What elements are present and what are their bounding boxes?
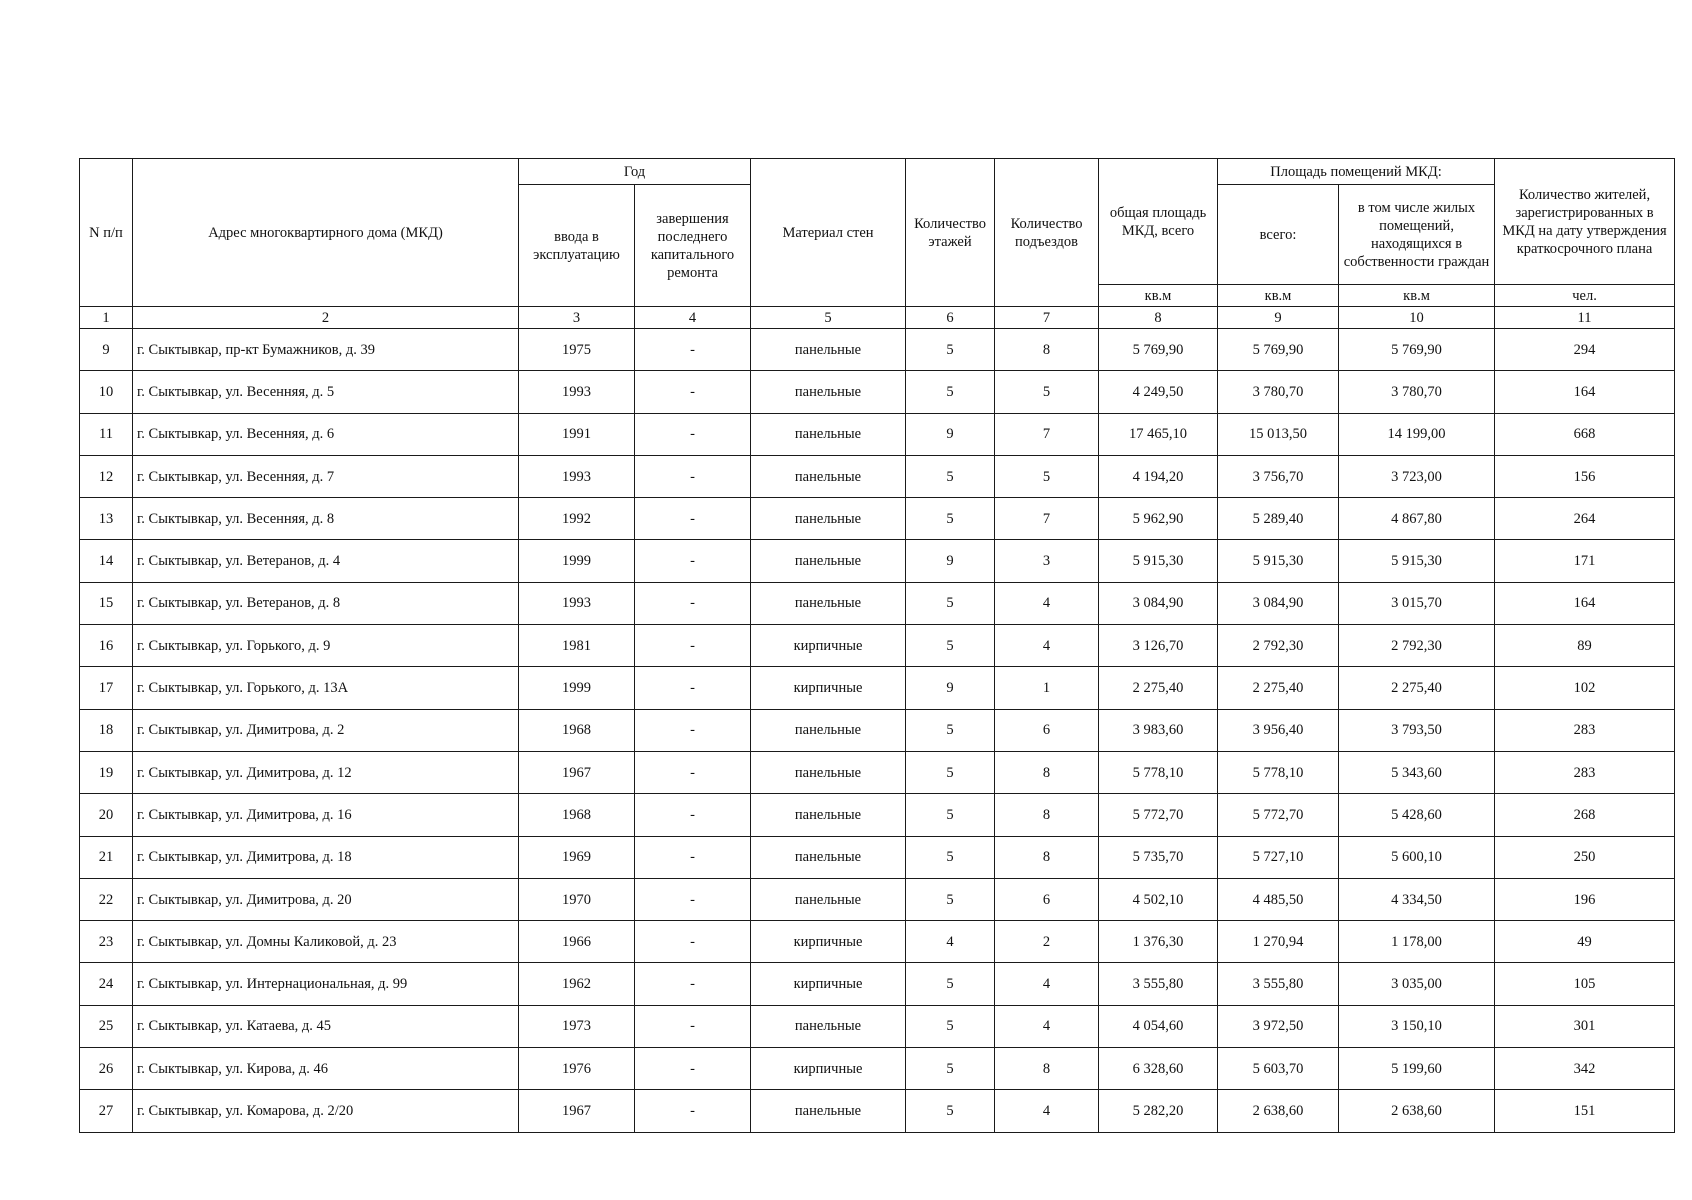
cell-area-residential: 1 178,00	[1339, 921, 1495, 963]
cell-area-all: 2 275,40	[1218, 667, 1339, 709]
cell-area-all: 15 013,50	[1218, 413, 1339, 455]
cell-floors: 5	[906, 498, 995, 540]
cell-total-area: 4 249,50	[1099, 371, 1218, 413]
header-year-group: Год	[519, 159, 751, 185]
cell-address: г. Сыктывкар, ул. Весенняя, д. 5	[133, 371, 519, 413]
cell-total-area: 6 328,60	[1099, 1048, 1218, 1090]
cell-area-all: 5 772,70	[1218, 794, 1339, 836]
cell-area-residential: 3 035,00	[1339, 963, 1495, 1005]
cell-entrances: 4	[995, 1005, 1099, 1047]
table-row	[80, 878, 1675, 920]
cell-floors: 5	[906, 709, 995, 751]
cell-num: 27	[80, 1090, 133, 1132]
column-number: 8	[1099, 307, 1218, 329]
cell-floors: 5	[906, 1048, 995, 1090]
cell-residents: 164	[1495, 371, 1675, 413]
cell-entrances: 8	[995, 329, 1099, 371]
cell-repair: -	[635, 751, 751, 793]
cell-year: 1991	[519, 413, 635, 455]
cell-year: 1975	[519, 329, 635, 371]
cell-address: г. Сыктывкар, ул. Горького, д. 9	[133, 625, 519, 667]
table-row	[80, 1005, 1675, 1047]
cell-address: г. Сыктывкар, ул. Димитрова, д. 20	[133, 878, 519, 920]
unit-residents: чел.	[1495, 285, 1675, 307]
cell-year: 1973	[519, 1005, 635, 1047]
cell-address: г. Сыктывкар, ул. Димитрова, д. 18	[133, 836, 519, 878]
table-row	[80, 540, 1675, 582]
cell-material: кирпичные	[751, 921, 906, 963]
cell-repair: -	[635, 794, 751, 836]
cell-year: 1966	[519, 921, 635, 963]
cell-repair: -	[635, 625, 751, 667]
table-row	[80, 582, 1675, 624]
cell-area-residential: 5 343,60	[1339, 751, 1495, 793]
cell-total-area: 3 126,70	[1099, 625, 1218, 667]
cell-floors: 5	[906, 836, 995, 878]
cell-repair: -	[635, 1005, 751, 1047]
table-body	[80, 329, 1675, 1133]
cell-area-all: 3 555,80	[1218, 963, 1339, 1005]
cell-address: г. Сыктывкар, ул. Ветеранов, д. 8	[133, 582, 519, 624]
cell-num: 21	[80, 836, 133, 878]
cell-floors: 9	[906, 667, 995, 709]
cell-material: кирпичные	[751, 625, 906, 667]
column-number: 5	[751, 307, 906, 329]
cell-area-all: 2 638,60	[1218, 1090, 1339, 1132]
cell-entrances: 7	[995, 498, 1099, 540]
cell-year: 1968	[519, 709, 635, 751]
cell-material: панельные	[751, 498, 906, 540]
cell-year: 1962	[519, 963, 635, 1005]
cell-entrances: 4	[995, 582, 1099, 624]
column-number: 10	[1339, 307, 1495, 329]
header-year-commission: ввода в эксплуатацию	[519, 185, 635, 307]
cell-total-area: 1 376,30	[1099, 921, 1218, 963]
header-area-group: Площадь помещений МКД:	[1218, 159, 1495, 185]
cell-material: кирпичные	[751, 667, 906, 709]
cell-residents: 156	[1495, 455, 1675, 497]
cell-residents: 283	[1495, 709, 1675, 751]
cell-floors: 5	[906, 878, 995, 920]
cell-material: панельные	[751, 878, 906, 920]
cell-material: панельные	[751, 329, 906, 371]
apartment-buildings-table	[79, 158, 1675, 1133]
cell-area-all: 5 727,10	[1218, 836, 1339, 878]
header-total-area: общая площадь МКД, всего	[1099, 159, 1218, 285]
cell-address: г. Сыктывкар, ул. Катаева, д. 45	[133, 1005, 519, 1047]
cell-num: 15	[80, 582, 133, 624]
cell-address: г. Сыктывкар, ул. Интернациональная, д. 99	[133, 963, 519, 1005]
cell-total-area: 3 084,90	[1099, 582, 1218, 624]
cell-area-all: 3 780,70	[1218, 371, 1339, 413]
cell-total-area: 4 194,20	[1099, 455, 1218, 497]
cell-num: 11	[80, 413, 133, 455]
cell-total-area: 2 275,40	[1099, 667, 1218, 709]
cell-entrances: 5	[995, 371, 1099, 413]
cell-year: 1993	[519, 455, 635, 497]
cell-residents: 49	[1495, 921, 1675, 963]
cell-address: г. Сыктывкар, ул. Димитрова, д. 2	[133, 709, 519, 751]
cell-entrances: 8	[995, 751, 1099, 793]
cell-total-area: 17 465,10	[1099, 413, 1218, 455]
table-row	[80, 455, 1675, 497]
unit-area-all: кв.м	[1218, 285, 1339, 307]
cell-residents: 264	[1495, 498, 1675, 540]
cell-area-all: 5 915,30	[1218, 540, 1339, 582]
cell-area-all: 3 956,40	[1218, 709, 1339, 751]
cell-area-residential: 5 915,30	[1339, 540, 1495, 582]
header-residents: Количество жителей, зарегистрированных в МКД на дату утверждения краткосрочного плана	[1495, 159, 1675, 285]
table-row	[80, 329, 1675, 371]
column-number: 3	[519, 307, 635, 329]
cell-year: 1981	[519, 625, 635, 667]
cell-floors: 5	[906, 963, 995, 1005]
cell-area-all: 5 769,90	[1218, 329, 1339, 371]
cell-repair: -	[635, 963, 751, 1005]
cell-area-residential: 3 793,50	[1339, 709, 1495, 751]
header-year-repair: завершения последнего капитального ремонта	[635, 185, 751, 307]
cell-entrances: 1	[995, 667, 1099, 709]
cell-residents: 151	[1495, 1090, 1675, 1132]
cell-year: 1976	[519, 1048, 635, 1090]
cell-residents: 105	[1495, 963, 1675, 1005]
cell-repair: -	[635, 413, 751, 455]
cell-residents: 283	[1495, 751, 1675, 793]
cell-floors: 5	[906, 329, 995, 371]
cell-address: г. Сыктывкар, ул. Димитрова, д. 12	[133, 751, 519, 793]
cell-total-area: 4 054,60	[1099, 1005, 1218, 1047]
cell-repair: -	[635, 329, 751, 371]
cell-num: 10	[80, 371, 133, 413]
header-num: N п/п	[80, 159, 133, 307]
cell-area-residential: 5 600,10	[1339, 836, 1495, 878]
cell-repair: -	[635, 371, 751, 413]
cell-entrances: 8	[995, 794, 1099, 836]
cell-material: панельные	[751, 836, 906, 878]
unit-area-residential: кв.м	[1339, 285, 1495, 307]
header-row-1	[80, 159, 1675, 185]
cell-entrances: 6	[995, 878, 1099, 920]
header-entrances: Количество подъездов	[995, 159, 1099, 307]
cell-material: панельные	[751, 413, 906, 455]
unit-total-area: кв.м	[1099, 285, 1218, 307]
column-number: 7	[995, 307, 1099, 329]
cell-repair: -	[635, 709, 751, 751]
table-row	[80, 498, 1675, 540]
cell-total-area: 3 555,80	[1099, 963, 1218, 1005]
cell-address: г. Сыктывкар, ул. Весенняя, д. 6	[133, 413, 519, 455]
cell-floors: 5	[906, 625, 995, 667]
cell-entrances: 4	[995, 963, 1099, 1005]
cell-area-all: 5 603,70	[1218, 1048, 1339, 1090]
cell-area-residential: 2 792,30	[1339, 625, 1495, 667]
cell-residents: 342	[1495, 1048, 1675, 1090]
cell-material: панельные	[751, 371, 906, 413]
cell-residents: 102	[1495, 667, 1675, 709]
cell-entrances: 7	[995, 413, 1099, 455]
cell-num: 9	[80, 329, 133, 371]
header-address: Адрес многоквартирного дома (МКД)	[133, 159, 519, 307]
column-number: 2	[133, 307, 519, 329]
cell-total-area: 5 769,90	[1099, 329, 1218, 371]
cell-entrances: 3	[995, 540, 1099, 582]
cell-num: 18	[80, 709, 133, 751]
cell-num: 22	[80, 878, 133, 920]
cell-material: панельные	[751, 751, 906, 793]
cell-entrances: 8	[995, 836, 1099, 878]
column-number: 4	[635, 307, 751, 329]
cell-total-area: 3 983,60	[1099, 709, 1218, 751]
cell-area-residential: 5 769,90	[1339, 329, 1495, 371]
column-number: 6	[906, 307, 995, 329]
cell-residents: 196	[1495, 878, 1675, 920]
header-area-all: всего:	[1218, 185, 1339, 285]
cell-repair: -	[635, 498, 751, 540]
cell-total-area: 5 778,10	[1099, 751, 1218, 793]
cell-material: кирпичные	[751, 1048, 906, 1090]
table-row	[80, 625, 1675, 667]
cell-address: г. Сыктывкар, ул. Весенняя, д. 7	[133, 455, 519, 497]
cell-repair: -	[635, 540, 751, 582]
table-row	[80, 794, 1675, 836]
cell-year: 1993	[519, 371, 635, 413]
column-number: 1	[80, 307, 133, 329]
cell-area-all: 2 792,30	[1218, 625, 1339, 667]
cell-year: 1999	[519, 540, 635, 582]
cell-num: 23	[80, 921, 133, 963]
cell-num: 20	[80, 794, 133, 836]
cell-material: панельные	[751, 582, 906, 624]
cell-material: панельные	[751, 1090, 906, 1132]
cell-area-residential: 5 199,60	[1339, 1048, 1495, 1090]
cell-address: г. Сыктывкар, ул. Комарова, д. 2/20	[133, 1090, 519, 1132]
cell-floors: 5	[906, 582, 995, 624]
cell-floors: 5	[906, 455, 995, 497]
cell-area-residential: 3 780,70	[1339, 371, 1495, 413]
cell-area-residential: 14 199,00	[1339, 413, 1495, 455]
cell-address: г. Сыктывкар, ул. Весенняя, д. 8	[133, 498, 519, 540]
cell-year: 1968	[519, 794, 635, 836]
cell-area-all: 3 756,70	[1218, 455, 1339, 497]
cell-material: панельные	[751, 709, 906, 751]
cell-material: панельные	[751, 1005, 906, 1047]
cell-area-residential: 3 150,10	[1339, 1005, 1495, 1047]
column-number: 9	[1218, 307, 1339, 329]
cell-year: 1992	[519, 498, 635, 540]
cell-num: 12	[80, 455, 133, 497]
cell-total-area: 5 282,20	[1099, 1090, 1218, 1132]
cell-num: 17	[80, 667, 133, 709]
cell-address: г. Сыктывкар, ул. Ветеранов, д. 4	[133, 540, 519, 582]
table-row	[80, 751, 1675, 793]
table-row	[80, 413, 1675, 455]
cell-num: 24	[80, 963, 133, 1005]
cell-area-residential: 3 015,70	[1339, 582, 1495, 624]
cell-area-residential: 4 867,80	[1339, 498, 1495, 540]
cell-area-residential: 2 638,60	[1339, 1090, 1495, 1132]
column-number: 11	[1495, 307, 1675, 329]
cell-repair: -	[635, 455, 751, 497]
cell-material: панельные	[751, 540, 906, 582]
table-row	[80, 371, 1675, 413]
cell-total-area: 5 915,30	[1099, 540, 1218, 582]
cell-address: г. Сыктывкар, ул. Димитрова, д. 16	[133, 794, 519, 836]
cell-address: г. Сыктывкар, пр-кт Бумажников, д. 39	[133, 329, 519, 371]
cell-total-area: 5 735,70	[1099, 836, 1218, 878]
cell-repair: -	[635, 836, 751, 878]
cell-floors: 5	[906, 1005, 995, 1047]
cell-entrances: 2	[995, 921, 1099, 963]
cell-repair: -	[635, 667, 751, 709]
cell-repair: -	[635, 582, 751, 624]
table-row	[80, 836, 1675, 878]
cell-area-residential: 4 334,50	[1339, 878, 1495, 920]
cell-repair: -	[635, 921, 751, 963]
cell-floors: 9	[906, 413, 995, 455]
cell-num: 25	[80, 1005, 133, 1047]
cell-area-all: 1 270,94	[1218, 921, 1339, 963]
cell-residents: 250	[1495, 836, 1675, 878]
cell-residents: 89	[1495, 625, 1675, 667]
cell-year: 1999	[519, 667, 635, 709]
cell-address: г. Сыктывкар, ул. Домны Каликовой, д. 23	[133, 921, 519, 963]
cell-total-area: 5 962,90	[1099, 498, 1218, 540]
cell-total-area: 5 772,70	[1099, 794, 1218, 836]
cell-entrances: 8	[995, 1048, 1099, 1090]
column-numbers-row	[80, 307, 1675, 329]
cell-residents: 301	[1495, 1005, 1675, 1047]
cell-area-all: 3 084,90	[1218, 582, 1339, 624]
cell-total-area: 4 502,10	[1099, 878, 1218, 920]
header-floors: Количество этажей	[906, 159, 995, 307]
cell-residents: 164	[1495, 582, 1675, 624]
cell-repair: -	[635, 878, 751, 920]
cell-year: 1970	[519, 878, 635, 920]
cell-floors: 5	[906, 371, 995, 413]
table-row	[80, 963, 1675, 1005]
cell-entrances: 4	[995, 1090, 1099, 1132]
cell-year: 1967	[519, 751, 635, 793]
cell-area-all: 4 485,50	[1218, 878, 1339, 920]
cell-year: 1993	[519, 582, 635, 624]
cell-floors: 4	[906, 921, 995, 963]
cell-num: 26	[80, 1048, 133, 1090]
cell-area-residential: 3 723,00	[1339, 455, 1495, 497]
cell-repair: -	[635, 1090, 751, 1132]
header-wall-material: Материал стен	[751, 159, 906, 307]
cell-entrances: 5	[995, 455, 1099, 497]
cell-material: панельные	[751, 455, 906, 497]
cell-year: 1967	[519, 1090, 635, 1132]
cell-residents: 171	[1495, 540, 1675, 582]
cell-floors: 5	[906, 751, 995, 793]
table-row	[80, 1090, 1675, 1132]
table-row	[80, 1048, 1675, 1090]
cell-num: 16	[80, 625, 133, 667]
cell-address: г. Сыктывкар, ул. Кирова, д. 46	[133, 1048, 519, 1090]
cell-residents: 294	[1495, 329, 1675, 371]
header-area-residential: в том числе жилых помещений, находящихся в собственности граждан	[1339, 185, 1495, 285]
cell-area-residential: 2 275,40	[1339, 667, 1495, 709]
cell-area-all: 5 778,10	[1218, 751, 1339, 793]
cell-area-residential: 5 428,60	[1339, 794, 1495, 836]
cell-floors: 5	[906, 1090, 995, 1132]
cell-area-all: 5 289,40	[1218, 498, 1339, 540]
cell-material: кирпичные	[751, 963, 906, 1005]
cell-material: панельные	[751, 794, 906, 836]
cell-num: 13	[80, 498, 133, 540]
cell-year: 1969	[519, 836, 635, 878]
table-row	[80, 667, 1675, 709]
cell-entrances: 6	[995, 709, 1099, 751]
cell-num: 19	[80, 751, 133, 793]
table-row	[80, 709, 1675, 751]
cell-num: 14	[80, 540, 133, 582]
cell-entrances: 4	[995, 625, 1099, 667]
cell-residents: 268	[1495, 794, 1675, 836]
cell-area-all: 3 972,50	[1218, 1005, 1339, 1047]
cell-floors: 5	[906, 794, 995, 836]
cell-floors: 9	[906, 540, 995, 582]
table-row	[80, 921, 1675, 963]
cell-repair: -	[635, 1048, 751, 1090]
cell-residents: 668	[1495, 413, 1675, 455]
cell-address: г. Сыктывкар, ул. Горького, д. 13А	[133, 667, 519, 709]
